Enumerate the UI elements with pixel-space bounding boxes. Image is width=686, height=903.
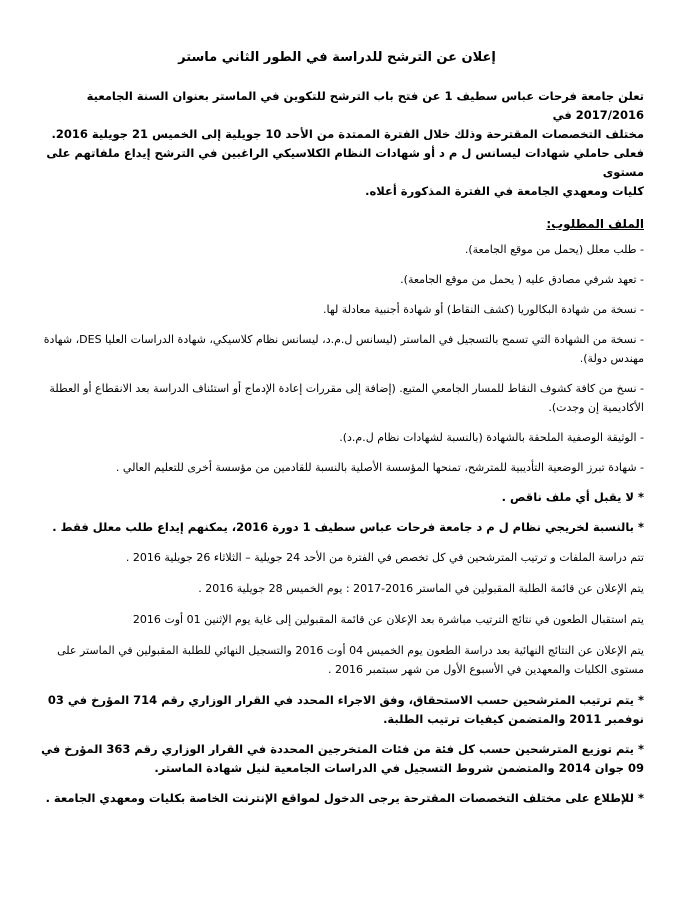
required-item: - الوثيقة الوصفية الملحقة بالشهادة (بالنسبة لشهادات نظام ل.م.د). bbox=[339, 431, 644, 444]
note-lmd-graduates: * بالنسبة لخريجي نظام ل م د جامعة فرحات عباس سطيف 1 دورة 2016، يمكنهم إيداع طلب معلل فقط . bbox=[52, 520, 644, 534]
intro-paragraph bbox=[30, 87, 644, 201]
required-item: - طلب معلل (يحمل من موقع الجامعة). bbox=[464, 243, 644, 256]
required-items-list bbox=[30, 240, 644, 477]
intro-line: فعلى حاملي شهادات ليسانس ل م د أو شهادات النظام الكلاسيكي الراغبين في الترشح إيداع ملفاتهم على مستوى bbox=[46, 146, 644, 179]
paragraph-study-period: تتم دراسة الملفات و ترتيب المترشحين في كل تخصص في الفترة من الأحد 24 جويلية – الثلاثاء 26 جويلية 2016 . bbox=[125, 551, 644, 564]
note-websites: * للإطلاع على مختلف التخصصات المقترحة يرجى الدخول لمواقع الإنترنت الخاصة بكليات ومعهدي الجامعة . bbox=[45, 791, 644, 805]
intro-line: كليات ومعهدي الجامعة في الفترة المذكورة أعلاه. bbox=[365, 184, 644, 198]
required-item: - تعهد شرفي مصادق عليه ( يحمل من موقع الجامعة). bbox=[400, 273, 644, 286]
paragraph-final-results: يتم الإعلان عن النتائج النهائية بعد دراسة الطعون يوم الخميس 04 أوت 2016 والتسجيل النهائي للطلبة المقبولين في الماستر على مستوى الكليات والمعهدين في الأسبوع الأول من شهر سبتمبر 2016 . bbox=[57, 644, 644, 676]
document-title: إعلان عن الترشح للدراسة في الطور الثاني ماستر bbox=[178, 50, 496, 65]
required-item: - نسخ من كافة كشوف النقاط للمسار الجامعي المتبع. (إضافة إلى مقررات إعادة الإدماج أو استئناف الدراسة بعد الانقطاع أو العطلة الأكاديمية إن وجدت). bbox=[49, 382, 644, 414]
intro-line: مختلف التخصصات المقترحة وذلك خلال الفترة الممتدة من الأحد 10 جويلية إلى الخميس 21 جويلية 2016. bbox=[51, 127, 644, 141]
note-ranking: * يتم ترتيب المترشحين حسب الاستحقاق، وفق الاجراء المحدد في القرار الوزاري رقم 714 المؤرخ في 03 نوفمبر 2011 والمتضمن كيفيات ترتيب الطلبة. bbox=[47, 693, 644, 726]
announcement-document bbox=[30, 50, 644, 819]
note-distribution: * يتم توزيع المترشحين حسب كل فئة من فئات المتخرجين المحددة في القرار الوزاري رقم 363 المؤرخ في 09 جوان 2014 والمتضمن شروط التسجيل في الدراسات الجامعية لنيل شهادة الماستر. bbox=[41, 742, 644, 775]
required-item: - شهادة تبرز الوضعية التأديبية للمترشح، تمنحها المؤسسة الأصلية بالنسبة للقادمين من مؤسسة أخرى للتعليم العالي . bbox=[115, 461, 644, 474]
required-item: - نسخة من شهادة البكالوريا (كشف النقاط) أو شهادة أجنبية معادلة لها. bbox=[323, 303, 644, 316]
paragraph-appeals: يتم استقبال الطعون في نتائج الترتيب مباشرة بعد الإعلان عن قائمة المقبولين إلى غاية يوم الإثنين 01 أوت 2016 bbox=[132, 613, 644, 626]
required-file-heading: الملف المطلوب: bbox=[546, 217, 644, 231]
intro-line: تعلن جامعة فرحات عباس سطيف 1 عن فتح باب الترشح للتكوين في الماستر بعنوان السنة الجامعية 2017/2016 في bbox=[86, 89, 644, 122]
note-incomplete-file: * لا يقبل أي ملف ناقص . bbox=[501, 490, 644, 504]
required-item: - نسخة من الشهادة التي تسمح بالتسجيل في الماستر (ليسانس ل.م.د، ليسانس نظام كلاسيكي، شهادة الدراسات العليا DES، شهادة مهندس دولة). bbox=[43, 333, 644, 365]
paragraph-announcement-date: يتم الإعلان عن قائمة الطلبة المقبولين في الماستر 2016-2017 : يوم الخميس 28 جويلية 2016 . bbox=[198, 582, 644, 595]
